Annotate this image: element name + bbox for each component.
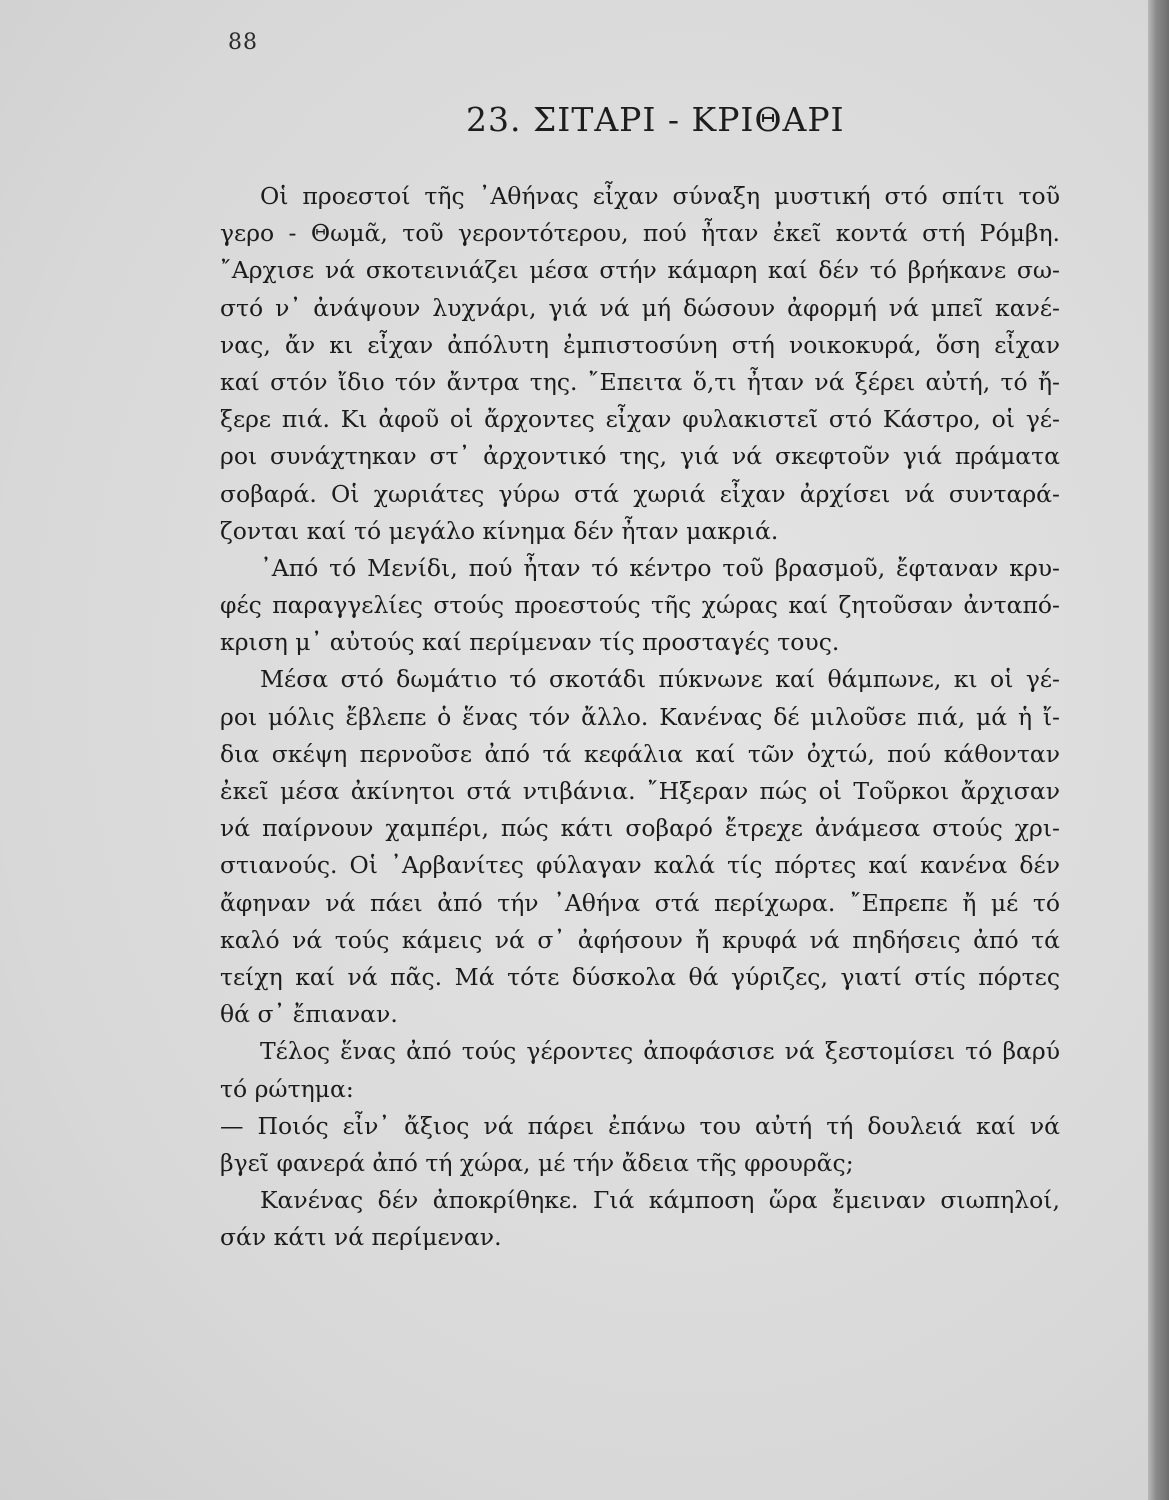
text-line: κριση μ᾿ αὐτούς καί περίμεναν τίς προσταγές τους. (220, 628, 840, 657)
paragraph (220, 1033, 1060, 1107)
text-line: ροι συνάχτηκαν στ᾿ ἀρχοντικό της, γιά νά σκεφτοῦν γιά πράματα (220, 442, 1060, 471)
text-line: νά παίρνουν χαμπέρι, πώς κάτι σοβαρό ἔτρεχε ἀνάμεσα στούς χρι- (220, 814, 1060, 843)
page-number: 88 (228, 30, 258, 55)
paragraph (220, 550, 1060, 662)
text-line: τό ρώτημα: (220, 1074, 354, 1103)
text-line: νας, ἄν κι εἶχαν ἀπόλυτη ἐμπιστοσύνη στή νοικοκυρά, ὅση εἶχαν (220, 330, 1060, 359)
text-line: καλό νά τούς κάμεις νά σ᾿ ἀφήσουν ἤ κρυφά νά πηδήσεις ἀπό τά (220, 925, 1060, 954)
text-line: ἐκεῖ μέσα ἀκίνητοι στά ντιβάνια. ῎Ηξεραν πώς οἱ Τοῦρκοι ἄρχισαν (220, 777, 1060, 805)
text-line: ξερε πιά. Κι ἀφοῦ οἱ ἄρχοντες εἶχαν φυλακιστεῖ στό Κάστρο, οἱ γέ- (220, 405, 1060, 434)
paragraph (220, 661, 1060, 1033)
paragraph (220, 1182, 1060, 1256)
text-line: σάν κάτι νά περίμεναν. (220, 1223, 502, 1252)
text-line: Μέσα στό δωμάτιο τό σκοτάδι πύκνωνε καί θάμπωνε, κι οἱ γέ- (260, 665, 1060, 694)
text-line: τείχη καί νά πᾶς. Μά τότε δύσκολα θά γύριζες, γιατί στίς πόρτες (220, 962, 1060, 991)
book-spine-shadow (1148, 0, 1169, 1500)
text-line: σοβαρά. Οἱ χωριάτες γύρω στά χωριά εἶχαν ἀρχίσει νά συνταρά- (220, 479, 1060, 508)
text-line: ζονται καί τό μεγάλο κίνημα δέν ἦταν μακριά. (220, 516, 779, 545)
text-line: δια σκέψη περνοῦσε ἀπό τά κεφάλια καί τῶν ὀχτώ, πού κάθονταν (220, 739, 1060, 768)
text-line: γερο - Θωμᾶ, τοῦ γεροντότερου, πού ἦταν ἐκεῖ κοντά στή Ρόμβη. (220, 219, 1060, 248)
text-line: ροι μόλις ἔβλεπε ὁ ἕνας τόν ἄλλο. Κανένας δέ μιλοῦσε πιά, μά ἡ ἴ- (220, 702, 1060, 731)
text-line: Τέλος ἕνας ἀπό τούς γέροντες ἀποφάσισε νά ξεστομίσει τό βαρύ (260, 1037, 1060, 1066)
text-line: καί στόν ἴδιο τόν ἄντρα της. ῎Επειτα ὅ,τι ἦταν νά ξέρει αὐτή, τό ἤ- (220, 367, 1060, 396)
text-line: στό ν᾿ ἀνάψουν λυχνάρι, γιά νά μή δώσουν ἀφορμή νά μπεῖ κανέ- (220, 293, 1060, 322)
chapter-title: 23. ΣΙΤΑΡΙ - ΚΡΙΘΑΡΙ (466, 100, 845, 139)
dialogue-paragraph (220, 1108, 1060, 1182)
text-line: ἄφηναν νά πάει ἀπό τήν ᾿Αθήνα στά περίχωρα. ῎Επρεπε ἤ μέ τό (220, 888, 1060, 917)
text-line: στιανούς. Οἱ ᾿Αρβανίτες φύλαγαν καλά τίς πόρτες καί κανένα δέν (220, 851, 1060, 880)
body-text (220, 178, 1060, 1256)
text-line: Κανένας δέν ἀποκρίθηκε. Γιά κάμποση ὥρα ἔμειναν σιωπηλοί, (260, 1186, 1060, 1215)
text-line: ῎Αρχισε νά σκοτεινιάζει μέσα στήν κάμαρη καί δέν τό βρήκανε σω- (220, 256, 1060, 285)
text-line: — Ποιός εἶν᾿ ἄξιος νά πάρει ἐπάνω του αὐτή τή δουλειά καί νά (220, 1111, 1060, 1140)
text-line: Οἱ προεστοί τῆς ᾿Αθήνας εἶχαν σύναξη μυστική στό σπίτι τοῦ (260, 182, 1060, 210)
text-line: θά σ᾿ ἔπιαναν. (220, 1000, 398, 1029)
paragraph (220, 178, 1060, 550)
text-line: ᾿Από τό Μενίδι, πού ἦταν τό κέντρο τοῦ βρασμοῦ, ἔφταναν κρυ- (260, 553, 1060, 582)
text-line: φές παραγγελίες στούς προεστούς τῆς χώρας καί ζητοῦσαν ἀνταπό- (220, 591, 1060, 620)
text-line: βγεῖ φανερά ἀπό τή χώρα, μέ τήν ἄδεια τῆς φρουρᾶς; (220, 1148, 854, 1177)
